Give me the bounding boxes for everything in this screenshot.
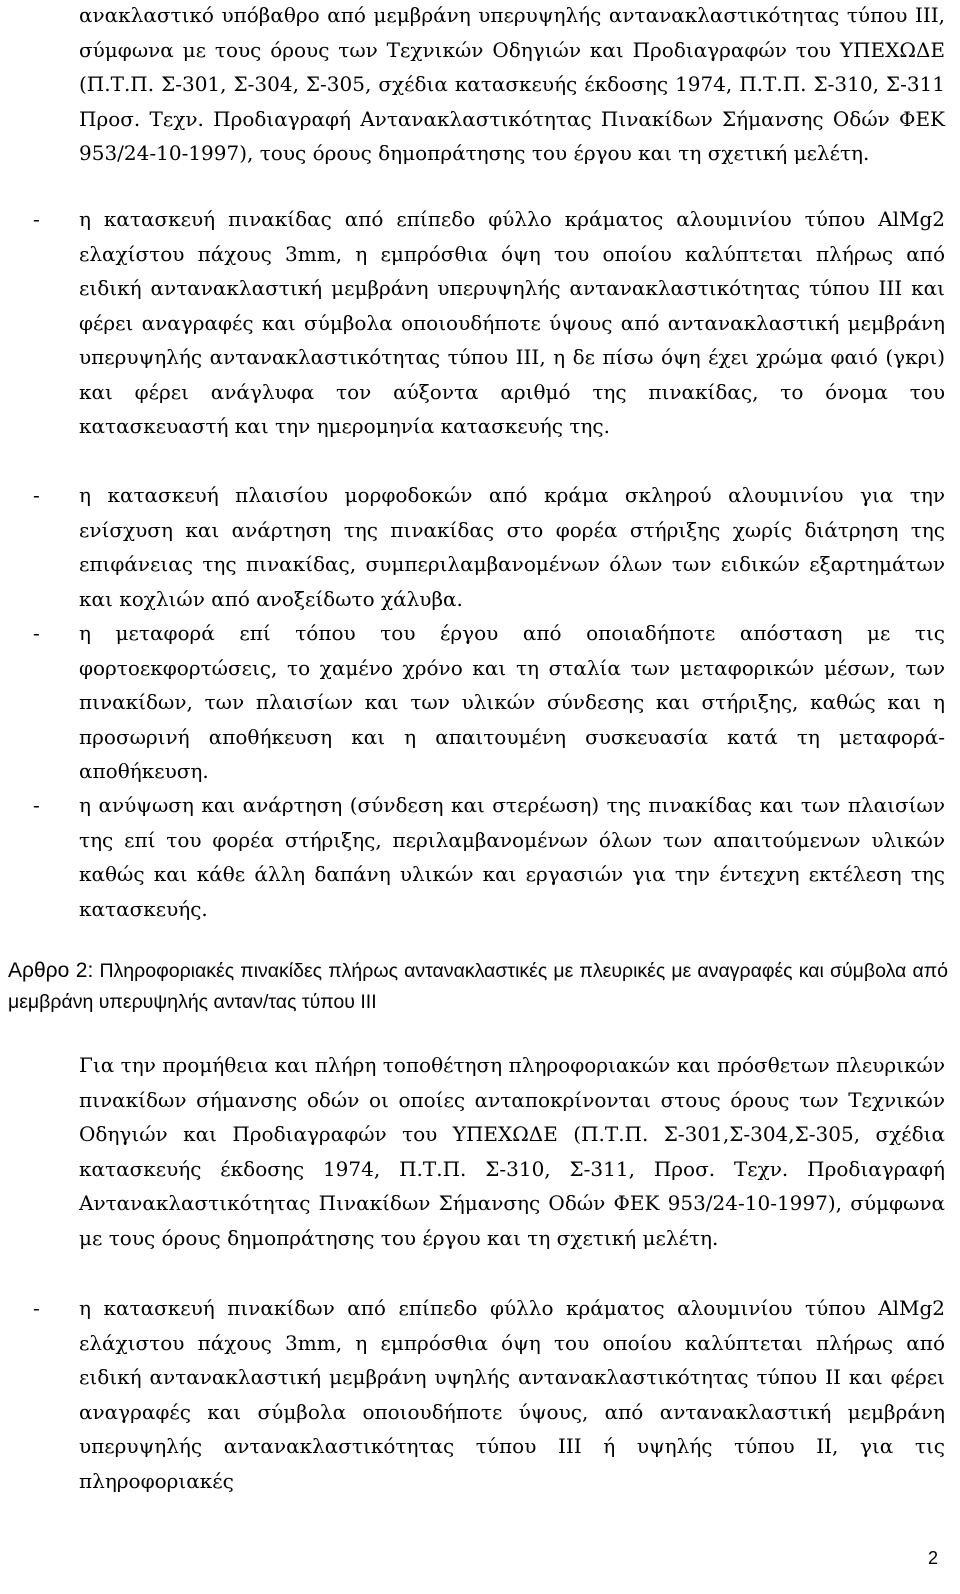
- bullet-dash: -: [33, 483, 40, 507]
- bullet-dash: -: [33, 793, 40, 817]
- bullet-text: η μεταφορά επί τόπου του έργου από οποιαδήποτε απόσταση με τις φορτοεκφορτώσεις, το χαμένο χρόνο και τη σταλία των μεταφορικών μέσων, των πινακίδων, των πλαισίων και των υλικών σύνδεσης και στήριξης, καθώς και η προσωρινή αποθήκευση και η απαιτουμένη συσκευασία κατά τη μεταφορά-αποθήκευση.: [79, 621, 945, 783]
- bullet-text: η κατασκευή πινακίδων από επίπεδο φύλλο κράματος αλουμινίου τύπου AlMg2 ελάχιστου πάχους 3mm, η εμπρόσθια όψη του οποίου καλύπτεται πλήρως από ειδική αντανακλαστική μεμβράνη υψηλής αντανακλαστικότητας τύπου ΙΙ και φέρει αναγραφές και σύμβολα οποιουδήποτε ύψους, από αντανακλαστική μεμβράνη υπερυψηλής αντανακλαστικότητας τύπου ΙΙΙ ή υψηλής τύπου ΙΙ, για τις πληροφοριακές: [79, 1296, 945, 1493]
- bullet-dash: -: [33, 1296, 40, 1320]
- section1-intro-paragraph: ανακλαστικό υπόβαθρο από μεμβράνη υπερυψηλής αντανακλαστικότητας τύπου ΙΙΙ, σύμφωνα με τους όρους των Τεχνικών Οδηγιών και Προδιαγραφών του ΥΠΕΧΩΔΕ (Π.Τ.Π. Σ-301, Σ-304, Σ-305, σχέδια κατασκευής έκδοσης 1974, Π.Τ.Π. Σ-310, Σ-311 Προσ. Τεχν. Προδιαγραφή Αντανακλαστικότητας Πινακίδων Σήμανσης Οδών ΦΕΚ 953/24-10-1997), τους όρους δημοπράτησης του έργου και τη σχετική μελέτη.: [79, 3, 945, 165]
- bullet-text: η κατασκευή πινακίδας από επίπεδο φύλλο κράματος αλουμινίου τύπου AlMg2 ελαχίστου πάχους 3mm, η εμπρόσθια όψη του οποίου καλύπτεται πλήρως από ειδική αντανακλαστική μεμβράνη υπερυψηλής αντανακλαστικότητας τύπου ΙΙΙ και φέρει αναγραφές και σύμβολα οποιουδήποτε ύψους από αντανακλαστική μεμβράνη υπερυψηλής αντανακλαστικότητας τύπου ΙΙΙ, η δε πίσω όψη έχει χρώμα φαιό (γκρι) και φέρει ανάγλυφα τον αύξοντα αριθμό της πινακίδας, το όνομα του κατασκευαστή και την ημερομηνία κατασκευής της.: [79, 207, 945, 438]
- bullet-dash: -: [33, 621, 40, 645]
- bullet-text: η ανύψωση και ανάρτηση (σύνδεση και στερέωση) της πινακίδας και των πλαισίων της επί του φορέα στήριξης, περιλαμβανομένων όλων των απαιτούμενων υλικών καθώς και κάθε άλλη δαπάνη υλικών και εργασιών για την έντεχνη εκτέλεση της κατασκευής.: [79, 793, 945, 921]
- article-title: Πληροφοριακές πινακίδες πλήρως αντανακλαστικές με πλευρικές με αναγραφές και σύμβολα από μεμβράνη υπερυψηλής ανταν/τας τύπου ΙΙΙ: [8, 960, 949, 1013]
- page-number: 2: [927, 1548, 938, 1568]
- bullet-text: η κατασκευή πλαισίου μορφοδοκών από κράμα σκληρού αλουμινίου για την ενίσχυση και ανάρτηση της πινακίδας στο φορέα στήριξης χωρίς διάτρηση της επιφάνειας της πινακίδας, συμπεριλαμβανομένων όλων των ειδικών εξαρτημάτων και κοχλιών από ανοξείδωτο χάλυβα.: [79, 483, 945, 611]
- bullet-dash: -: [33, 207, 40, 231]
- article-heading: [8, 955, 948, 1018]
- article-number: Αρθρο 2:: [8, 959, 94, 982]
- section2-intro-paragraph: Για την προμήθεια και πλήρη τοποθέτηση πληροφοριακών και πρόσθετων πλευρικών πινακίδων σήμανσης οδών οι οποίες ανταποκρίνονται στους όρους των Τεχνικών Οδηγιών και Προδιαγραφών του ΥΠΕΧΩΔΕ (Π.Τ.Π. Σ-301,Σ-304,Σ-305, σχέδια κατασκευής έκδοσης 1974, Π.Τ.Π. Σ-310, Σ-311, Προσ. Τεχν. Προδιαγραφή Αντανακλαστικότητας Πινακίδων Σήμανσης Οδών ΦΕΚ 953/24-10-1997), σύμφωνα με τους όρους δημοπράτησης του έργου και τη σχετική μελέτη.: [79, 1053, 945, 1250]
